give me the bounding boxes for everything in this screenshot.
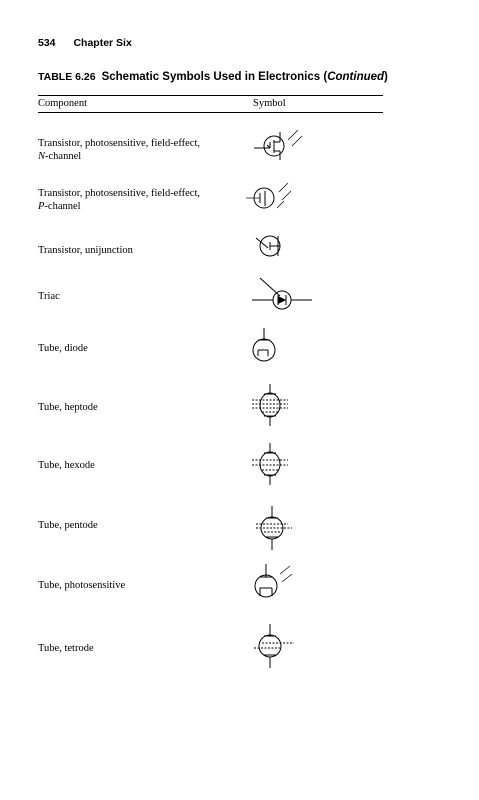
table-row-label	[38, 342, 243, 355]
column-header-component: Component	[38, 98, 87, 109]
column-header-symbol: Symbol	[253, 98, 286, 109]
row-label-line: Transistor, photosensitive, field-effect,	[38, 138, 201, 149]
table-row-label	[38, 187, 243, 213]
pentode-tube-icon	[252, 504, 296, 552]
table-row-label	[38, 244, 243, 257]
table-top-rule	[38, 95, 383, 96]
row-label-line: Tube, heptode	[38, 402, 98, 413]
row-label-line: Triac	[38, 291, 60, 302]
photo-fet-n-channel-icon	[250, 126, 310, 166]
table-row-label	[38, 459, 243, 472]
table-number: TABLE 6.26	[38, 71, 96, 83]
heptode-tube-icon	[250, 382, 294, 428]
table-caption	[38, 71, 388, 83]
row-label-line: Transistor, photosensitive, field-effect,	[38, 188, 201, 199]
row-label-line: Tube, tetrode	[38, 643, 94, 654]
triac-icon	[252, 276, 316, 320]
row-label-line: Transistor, unijunction	[38, 245, 133, 256]
table-row-label	[38, 137, 243, 163]
row-label-line: Tube, hexode	[38, 460, 95, 471]
chapter-title: Chapter Six	[73, 37, 132, 49]
table-row-label	[38, 290, 243, 303]
table-title-end: )	[384, 71, 388, 83]
running-head	[38, 37, 132, 49]
table-row-label	[38, 401, 243, 414]
unijunction-transistor-icon	[252, 228, 292, 268]
row-label-line: Tube, pentode	[38, 520, 98, 531]
row-label-line: -channel	[44, 201, 81, 212]
row-label-line: Tube, diode	[38, 343, 88, 354]
row-label-line: Tube, photosensitive	[38, 580, 126, 591]
table-title-continued: Continued	[327, 71, 385, 83]
table-header-rule	[38, 112, 383, 113]
tetrode-tube-icon	[250, 622, 300, 670]
diode-tube-icon	[248, 326, 288, 372]
row-label-italic: P	[38, 201, 45, 212]
table-row-label	[38, 519, 243, 532]
table-row-label	[38, 579, 243, 592]
table-title: Schematic Symbols Used in Electronics (	[101, 71, 328, 83]
row-label-line: -channel	[45, 151, 82, 162]
hexode-tube-icon	[250, 441, 294, 487]
photo-fet-p-channel-icon	[244, 178, 304, 218]
row-label-italic: N	[38, 151, 46, 162]
photosensitive-tube-icon	[248, 562, 300, 608]
table-row-label	[38, 642, 243, 655]
page-number: 534	[38, 37, 56, 49]
